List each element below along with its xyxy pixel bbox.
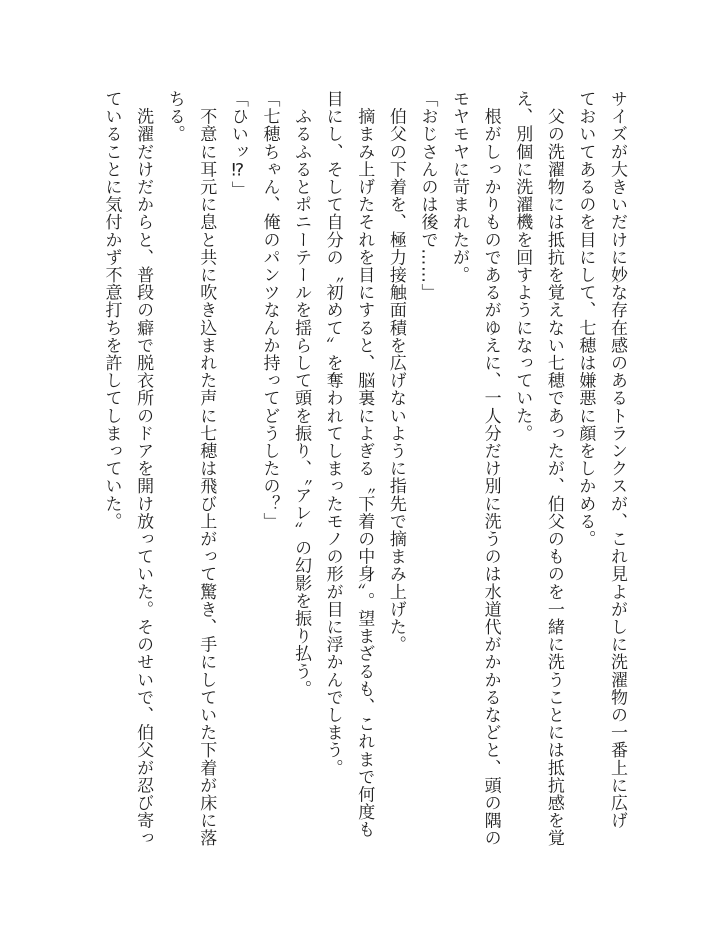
text-line: 父の洗濯物には抵抗を覚えない七穂であったが、伯父のものを一緒に洗うことには抵抗感を覚 — [543, 90, 564, 847]
text-line: 根がしっかりものであるがゆえに、一人分だけ別に洗うのは水道代がかかるなどと、頭の隅の — [480, 90, 501, 847]
text-line: 伯父の下着を、極力接触面積を広げないように指先で摘まみ上げた。 — [385, 90, 406, 654]
text-line: ていることに気付かず不意打ちを許してしまっていた。 — [101, 90, 122, 530]
text-line: 「ひいッ⁉」 — [227, 90, 248, 199]
text-line: え、別個に洗濯機を回すようになっていた。 — [512, 90, 533, 442]
text-line: 目にし、そして自分の〝初めて〟を奪われてしまったモノの形が目に浮かんでしまう。 — [322, 90, 343, 777]
text-line: 不意に耳元に息と共に吹き込まれた声に七穂は飛び上がって驚き、手にしていた下着が床に落 — [196, 90, 217, 847]
text-line: ておいてあるのを目にして、七穂は嫌悪に顔をしかめる。 — [575, 90, 596, 548]
text-line: ちる。 — [164, 90, 185, 143]
text-line: サイズが大きいだけに妙な存在感のあるトランクスが、これ見よがしに洗濯物の一番上に広げ — [607, 90, 627, 830]
text-line: 洗濯だけだからと、普段の癖で脱衣所のドアを開け放っていた。そのせいで、伯父が忍び寄っ — [133, 90, 154, 847]
text-line: ふるふるとポニーテールを揺らして頭を振り、〝アレ〟の幻影を振り払う。 — [291, 90, 312, 698]
text-line: モヤモヤに苛まれたが。 — [449, 90, 470, 284]
text-line: 「七穂ちゃん、俺のパンツなんか持ってどうしたの？」 — [259, 90, 280, 530]
text-line: 摘まみ上げたそれを目にすると、脳裏によぎる〝下着の中身〟。望まざるも、これまで何度も — [354, 90, 375, 839]
text-line: 「おじさんのは後で……」 — [417, 90, 438, 302]
vertical-text-body — [95, 90, 632, 850]
